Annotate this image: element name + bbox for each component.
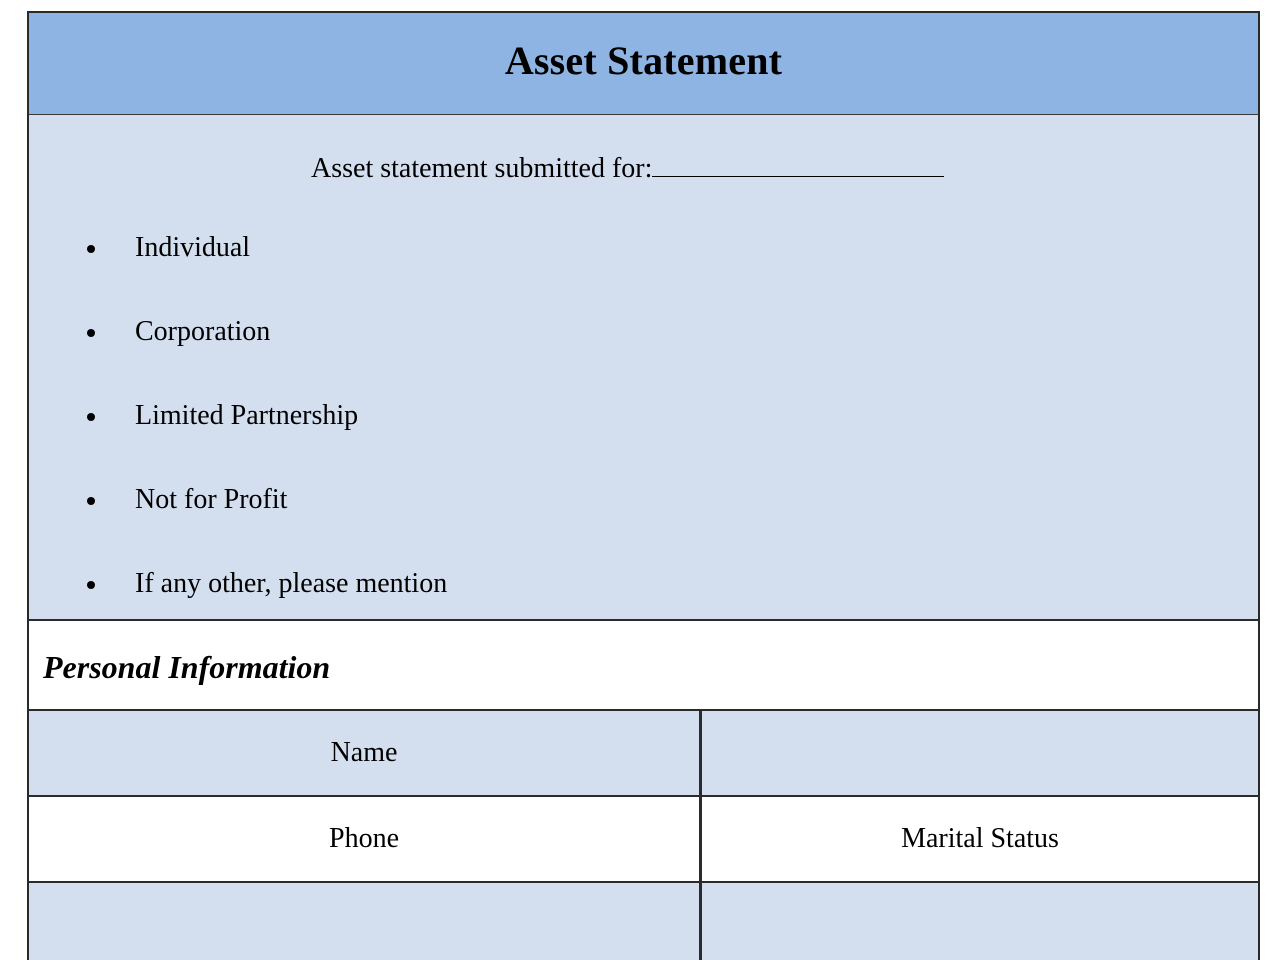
bullet-icon <box>87 413 95 421</box>
entity-type-label: Individual <box>135 232 251 263</box>
entity-type-label: Corporation <box>135 316 271 347</box>
page-title: Asset Statement <box>504 38 783 83</box>
list-item[interactable] <box>87 400 358 432</box>
submitted-for-label: Asset statement submitted for: <box>311 153 653 184</box>
bullet-icon <box>87 245 95 253</box>
entity-type-label: Not for Profit <box>135 484 288 515</box>
list-item[interactable] <box>87 484 287 516</box>
personal-information-header <box>29 621 1258 711</box>
entity-type-section <box>29 115 1258 621</box>
asset-statement-form <box>27 11 1260 960</box>
name-label-cell <box>29 711 702 795</box>
bullet-icon <box>87 329 95 337</box>
marital-status-cell <box>702 797 1258 881</box>
table-row <box>29 797 1258 883</box>
submitted-for-line <box>311 150 944 185</box>
submitted-for-blank[interactable] <box>652 150 944 177</box>
marital-status-value-cell[interactable] <box>702 883 1258 960</box>
marital-status-label: Marital Status <box>901 823 1059 854</box>
bullet-icon <box>87 497 95 505</box>
list-item[interactable] <box>87 316 270 348</box>
entity-type-label: If any other, please mention <box>135 568 448 599</box>
bullet-icon <box>87 581 95 589</box>
phone-value-cell[interactable] <box>29 883 702 960</box>
section-title: Personal Information <box>43 649 331 685</box>
table-row <box>29 711 1258 797</box>
name-value-cell[interactable] <box>702 711 1258 795</box>
phone-label-cell <box>29 797 702 881</box>
list-item[interactable] <box>87 568 447 600</box>
list-item[interactable] <box>87 232 250 264</box>
title-bar <box>29 13 1258 115</box>
phone-label: Phone <box>329 823 399 854</box>
entity-type-label: Limited Partnership <box>135 400 359 431</box>
table-row <box>29 883 1258 960</box>
name-label: Name <box>330 737 398 768</box>
